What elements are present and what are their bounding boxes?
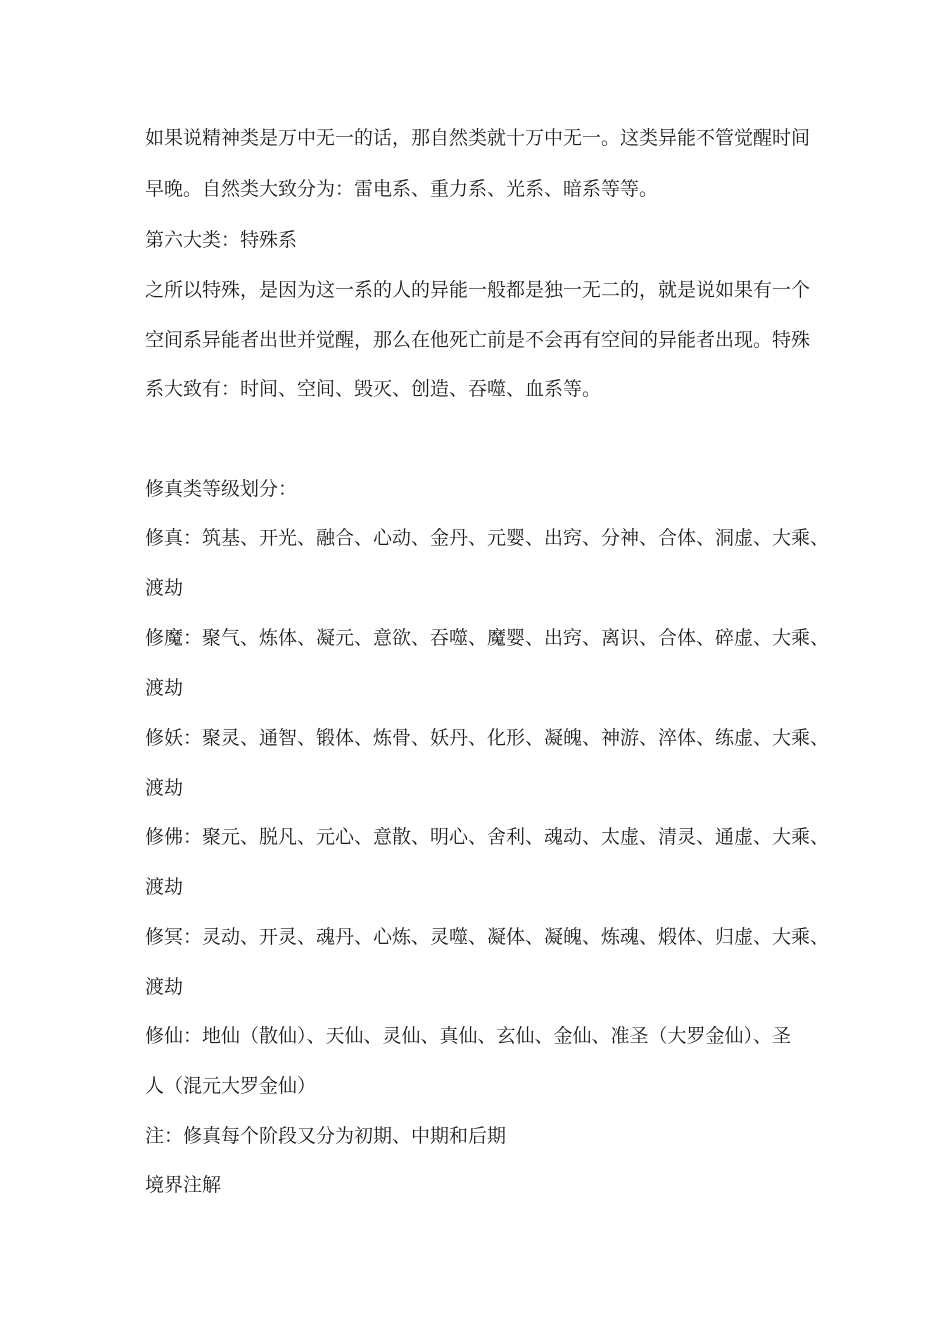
rank-list-line: 渡劫 — [145, 976, 184, 998]
rank-list-line: 修魔：聚气、炼体、凝元、意欲、吞噬、魔婴、出窍、离识、合体、碎虚、大乘、 — [145, 627, 830, 649]
rank-list-line: 修仙：地仙（散仙）、天仙、灵仙、真仙、玄仙、金仙、准圣（大罗金仙）、圣 — [145, 1025, 792, 1047]
rank-list-line: 渡劫 — [145, 777, 184, 799]
paragraph-line: 系大致有：时间、空间、毁灭、创造、吞噬、血系等。 — [145, 378, 602, 400]
rank-list-line: 修冥：灵动、开灵、魂丹、心炼、灵噬、凝体、凝魄、炼魂、煅体、归虚、大乘、 — [145, 926, 830, 948]
rank-list-line: 修佛：聚元、脱凡、元心、意散、明心、舍利、魂动、太虚、清灵、通虚、大乘、 — [145, 826, 830, 848]
paragraph-line: 空间系异能者出世并觉醒，那么在他死亡前是不会再有空间的异能者出现。特殊 — [145, 329, 811, 351]
note-line: 注：修真每个阶段又分为初期、中期和后期 — [145, 1125, 507, 1147]
paragraph-line: 早晚。自然类大致分为：雷电系、重力系、光系、暗系等等。 — [145, 178, 659, 200]
paragraph-line: 如果说精神类是万中无一的话，那自然类就十万中无一。这类异能不管觉醒时间 — [145, 127, 811, 149]
rank-list-line: 渡劫 — [145, 577, 184, 599]
rank-list-line: 人（混元大罗金仙） — [145, 1075, 317, 1097]
section-heading: 境界注解 — [145, 1174, 222, 1196]
rank-list-line: 修真：筑基、开光、融合、心动、金丹、元婴、出窍、分神、合体、洞虚、大乘、 — [145, 527, 830, 549]
section-heading: 修真类等级划分： — [145, 478, 298, 500]
section-heading: 第六大类：特殊系 — [145, 229, 298, 251]
paragraph-line: 之所以特殊，是因为这一系的人的异能一般都是独一无二的，就是说如果有一个 — [145, 279, 811, 301]
rank-list-line: 修妖：聚灵、通智、锻体、炼骨、妖丹、化形、凝魄、神游、淬体、练虚、大乘、 — [145, 727, 830, 749]
rank-list-line: 渡劫 — [145, 876, 184, 898]
rank-list-line: 渡劫 — [145, 677, 184, 699]
